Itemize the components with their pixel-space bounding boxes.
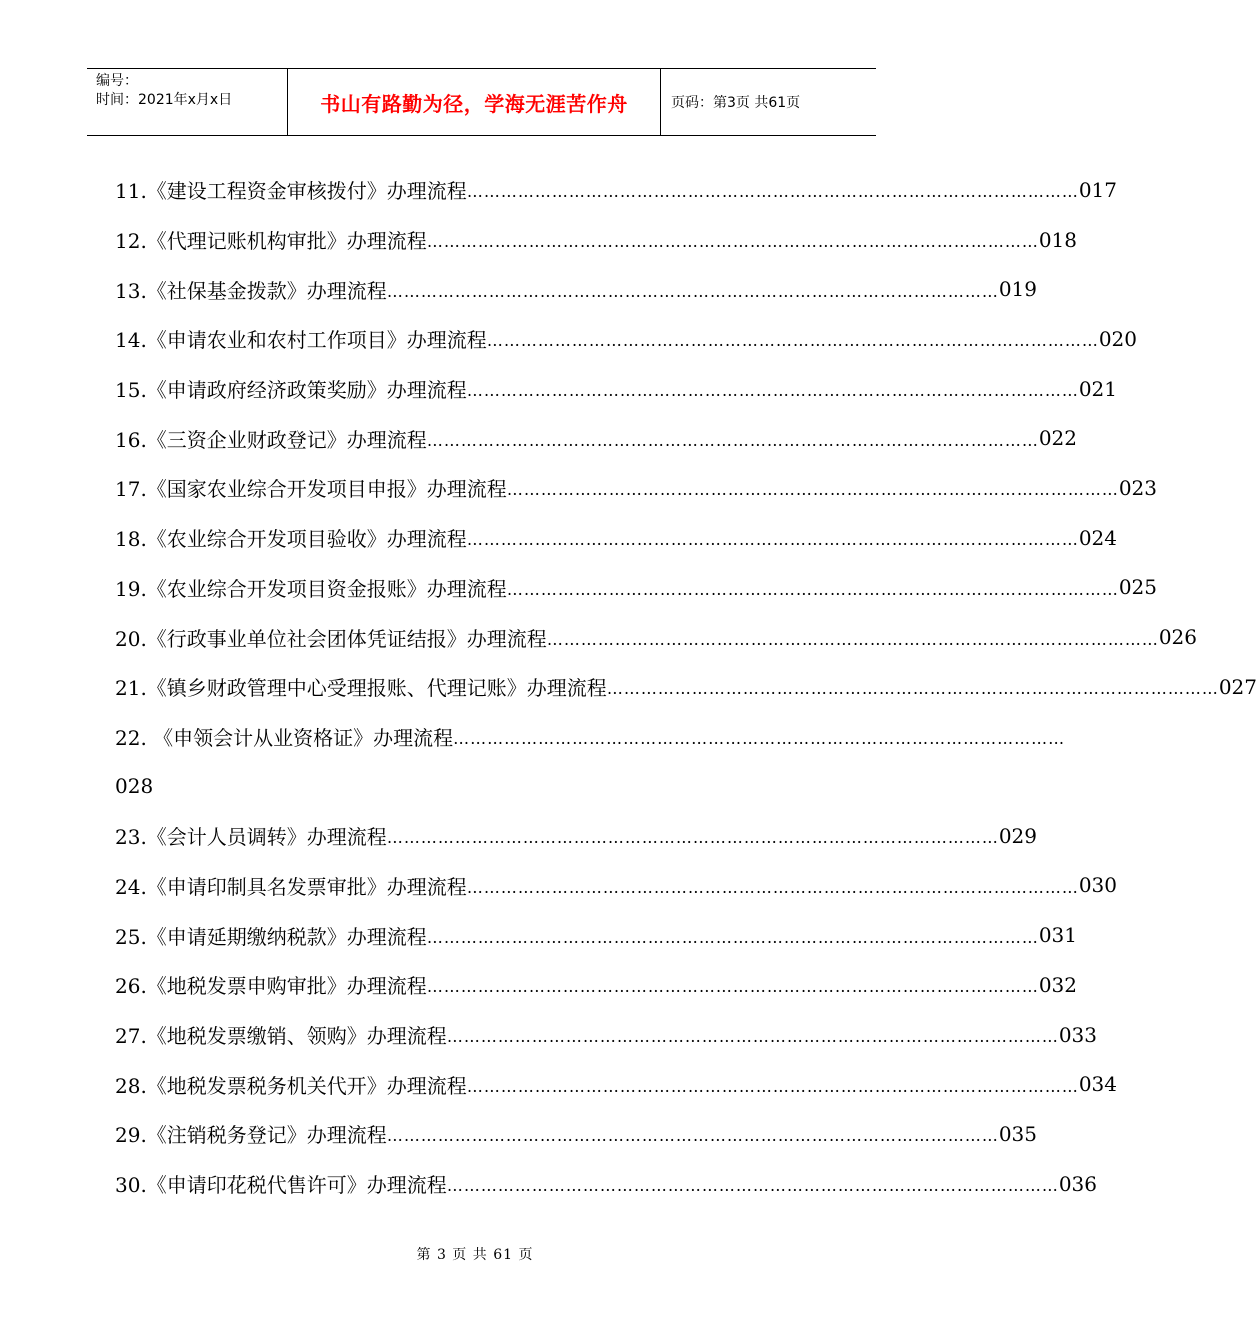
toc-entry-page: 024 [1078, 525, 1117, 550]
toc-dot-leader: ……………………………………………………………………………………………… [386, 828, 999, 848]
page-header [87, 68, 876, 136]
toc-entry-page: 033 [1058, 1022, 1097, 1047]
time-label: 时间：2021年x月x日 [96, 92, 233, 108]
toc-entry-title: 30.《申请印花税代售许可》办理流程 [115, 1173, 447, 1198]
toc-entry-title: 17.《国家农业综合开发项目申报》办理流程 [115, 477, 507, 502]
toc-entry[interactable] [115, 861, 1117, 911]
toc-entry-title: 21.《镇乡财政管理中心受理报账、代理记账》办理流程 [115, 676, 607, 701]
toc-entry-title: 25.《申请延期缴纳税款》办理流程 [115, 924, 427, 949]
toc-entry[interactable] [115, 1010, 1097, 1060]
toc-entry[interactable] [115, 960, 1077, 1010]
header-meta [87, 69, 288, 135]
page-footer: 第 3 页 共 61 页 [416, 1247, 534, 1263]
toc-entry-page: 025 [1118, 575, 1157, 600]
toc-dot-leader: ……………………………………………………………………………………………… [466, 530, 1079, 550]
toc-dot-leader: ……………………………………………………………………………………………… [546, 629, 1159, 649]
toc-entry-page: 021 [1078, 376, 1117, 401]
toc-dot-leader: ……………………………………………………………………………………………… [426, 430, 1039, 450]
toc-entry[interactable] [115, 264, 1037, 314]
toc-dot-leader: ……………………………………………………………………………………………… [453, 728, 1066, 748]
toc-entry-title: 14.《申请农业和农村工作项目》办理流程 [115, 328, 487, 353]
toc-entry[interactable] [115, 712, 1066, 762]
toc-entry[interactable] [115, 1159, 1097, 1209]
toc-entry[interactable] [115, 165, 1117, 215]
toc-dot-leader: ……………………………………………………………………………………………… [506, 480, 1119, 500]
toc-entry-page: 034 [1078, 1072, 1117, 1097]
toc-entry[interactable] [115, 364, 1117, 414]
toc-dot-leader: ……………………………………………………………………………………………… [386, 281, 999, 301]
toc-entry[interactable] [115, 314, 1137, 364]
toc-entry[interactable] [115, 1109, 1037, 1159]
toc-entry-page: 032 [1038, 972, 1077, 997]
toc-entry-page: 019 [998, 277, 1037, 302]
toc-dot-leader: ……………………………………………………………………………………………… [486, 331, 1099, 351]
header-slogan: 书山有路勤为径，学海无涯苦作舟 [288, 69, 661, 135]
toc-dot-leader: ……………………………………………………………………………………………… [426, 977, 1039, 997]
toc-entry-title: 23.《会计人员调转》办理流程 [115, 825, 387, 850]
toc-dot-leader: ……………………………………………………………………………………………… [466, 381, 1079, 401]
toc-entry-page: 022 [1038, 426, 1077, 451]
toc-entry[interactable] [115, 811, 1037, 861]
toc-entry-title: 19.《农业综合开发项目资金报账》办理流程 [115, 576, 507, 601]
toc-entry-page: 017 [1078, 177, 1117, 202]
toc-entry-page: 018 [1038, 227, 1077, 252]
toc-dot-leader: ……………………………………………………………………………………………… [466, 877, 1079, 897]
toc-entry[interactable] [115, 662, 1257, 712]
toc-entry-title: 24.《申请印制具名发票审批》办理流程 [115, 874, 467, 899]
toc-entry-title: 28.《地税发票税务机关代开》办理流程 [115, 1073, 467, 1098]
number-label: 编号： [96, 73, 138, 89]
toc-entry[interactable] [115, 413, 1077, 463]
toc-entry-page: 026 [1158, 625, 1197, 650]
toc-entry-page: 027 [1218, 674, 1257, 699]
toc-entry-title: 13.《社保基金拨款》办理流程 [115, 278, 387, 303]
toc-dot-leader: ……………………………………………………………………………………………… [386, 1126, 999, 1146]
toc-dot-leader: ……………………………………………………………………………………………… [446, 1027, 1059, 1047]
toc-entry-page: 031 [1038, 923, 1077, 948]
toc-dot-leader: ……………………………………………………………………………………………… [426, 232, 1039, 252]
toc-entry[interactable] [115, 563, 1157, 613]
toc-entry[interactable] [115, 910, 1077, 960]
toc-entry-page: 029 [998, 823, 1037, 848]
toc-entry-title: 12.《代理记账机构审批》办理流程 [115, 229, 427, 254]
toc-entry-title: 15.《申请政府经济政策奖励》办理流程 [115, 378, 467, 403]
toc-dot-leader: ……………………………………………………………………………………………… [426, 927, 1039, 947]
toc-entry[interactable] [115, 463, 1157, 513]
toc-entry-title: 27.《地税发票缴销、领购》办理流程 [115, 1024, 447, 1049]
toc-entry-title: 29.《注销税务登记》办理流程 [115, 1123, 387, 1148]
toc-entry-title: 11.《建设工程资金审核拨付》办理流程 [115, 179, 467, 204]
toc-entry-page: 023 [1118, 475, 1157, 500]
toc-entry[interactable] [115, 761, 848, 811]
toc-entry-title: 028 [115, 774, 154, 799]
toc-dot-leader: ……………………………………………………………………………………………… [606, 679, 1219, 699]
toc-entry-page: 035 [998, 1121, 1037, 1146]
toc-entry[interactable] [115, 215, 1077, 265]
toc-entry-title: 18.《农业综合开发项目验收》办理流程 [115, 527, 467, 552]
toc-entry-title: 22. 《申领会计从业资格证》办理流程 [115, 725, 454, 750]
toc-entry-page: 030 [1078, 873, 1117, 898]
toc-entry-page: 036 [1058, 1171, 1097, 1196]
toc-entry-page: 020 [1098, 326, 1137, 351]
toc-dot-leader: ……………………………………………………………………………………………… [506, 579, 1119, 599]
toc-entry-title: 16.《三资企业财政登记》办理流程 [115, 427, 427, 452]
toc-dot-leader: ……………………………………………………………………………………………… [446, 1176, 1059, 1196]
toc-entry-title: 26.《地税发票申购审批》办理流程 [115, 974, 427, 999]
toc-dot-leader: ……………………………………………………………………………………………… [466, 182, 1079, 202]
toc-entry-title: 20.《行政事业单位社会团体凭证结报》办理流程 [115, 626, 547, 651]
toc-entry[interactable] [115, 612, 1197, 662]
toc-entry[interactable] [115, 513, 1117, 563]
header-page-info: 页码：第3页 共61页 [671, 95, 801, 111]
toc-dot-leader: ……………………………………………………………………………………………… [466, 1076, 1079, 1096]
toc-entry[interactable] [115, 1059, 1117, 1109]
table-of-contents [115, 165, 1257, 1208]
